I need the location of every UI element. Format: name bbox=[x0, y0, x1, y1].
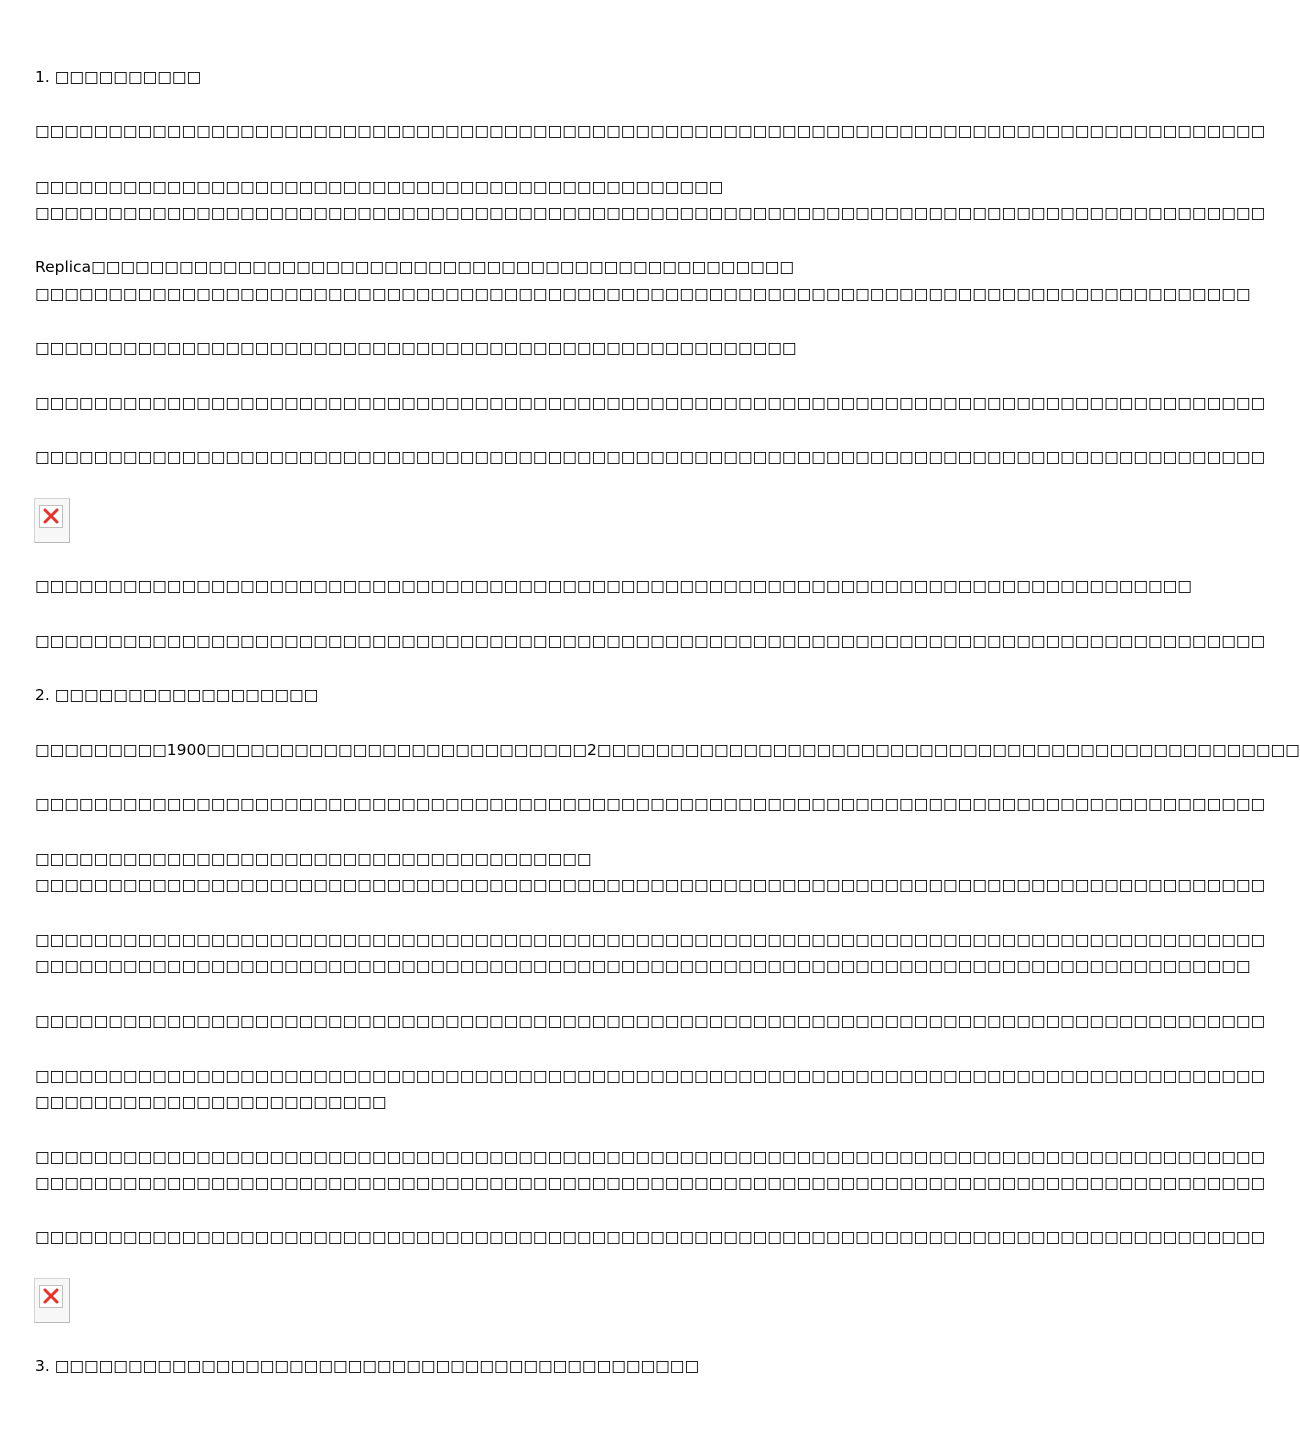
paragraph-line: □□□□□□□□□□□□□□□□□□□□□□□□□□□□□□□□□□□□□□□□□□□□□□□□□□□□□□□□□□□□□□□□□□□□□□□□□□□□□□□□□□□□ bbox=[35, 1012, 1266, 1030]
paragraph-line: □□□□□□□□□□□□□□□□□□□□□□□□□□□□□□□□□□□□□□□□□□□□□□□□□□□□□□□□□□□□□□□□□□□□□□□□□□□□□□□□□□□□ bbox=[35, 876, 1266, 894]
section-heading-1: 1. □□□□□□□□□□ bbox=[35, 68, 202, 86]
paragraph-line: □□□□□□□□□□□□□□□□□□□□□□□□□□□□□□□□□□□□□□□□□□□□□□□□□□□□□□□□□□□□□□□□□□□□□□□□□□□□□□□□□□□ bbox=[35, 285, 1251, 303]
broken-image-2 bbox=[34, 1278, 70, 1323]
paragraph-line: □□□□□□□□□□□□□□□□□□□□□□□□□□□□□□□□□□□□□□□□□□□□□□□□□□□□□□□□□□□□□□□□□□□□□□□□□□□□□□□□□□□□ bbox=[35, 1174, 1266, 1192]
broken-image-icon bbox=[39, 1285, 63, 1308]
paragraph-line: Replica□□□□□□□□□□□□□□□□□□□□□□□□□□□□□□□□□□□□□□□□□□□□□□□□ bbox=[35, 258, 795, 276]
section-heading-3: 3. □□□□□□□□□□□□□□□□□□□□□□□□□□□□□□□□□□□□□□□□□□□□ bbox=[35, 1357, 700, 1375]
paragraph-line: □□□□□□□□□□□□□□□□□□□□□□□□□□□□□□□□□□□□□□□□□□□□□□□□□□□□□□□□□□□□□□□□□□□□□□□□□□□□□□□□□□□□ bbox=[35, 394, 1266, 412]
paragraph-line: □□□□□□□□□□□□□□□□□□□□□□□□□□□□□□□□□□□□□□ bbox=[35, 850, 592, 868]
paragraph-line: □□□□□□□□□□□□□□□□□□□□□□□□□□□□□□□□□□□□□□□□□□□□□□□□□□□□□□□□□□□□□□□□□□□□□□□□□□□□□□□□□□□□ bbox=[35, 122, 1266, 140]
paragraph-line: □□□□□□□□□□□□□□□□□□□□□□□□□□□□□□□□□□□□□□□□□□□□□□□□□□□□□□□□□□□□□□□□□□□□□□□□□□□□□□□□□□□□ bbox=[35, 795, 1266, 813]
paragraph-line: □□□□□□□□□□□□□□□□□□□□□□□□□□□□□□□□□□□□□□□□□□□□□□□□□□□□ bbox=[35, 339, 797, 357]
paragraph-line: □□□□□□□□□□□□□□□□□□□□□□□□□□□□□□□□□□□□□□□□□□□□□□□□□□□□□□□□□□□□□□□□□□□□□□□□□□□□□□□□□□□□ bbox=[35, 204, 1266, 222]
paragraph-line: □□□□□□□□□1900□□□□□□□□□□□□□□□□□□□□□□□□□□2□□□□□□□□□□□□□□□□□□□□□□□□□□□□□□□□□□□□□□□□□□□□□□□□ bbox=[35, 741, 1300, 759]
paragraph-line: □□□□□□□□□□□□□□□□□□□□□□□□□□□□□□□□□□□□□□□□□□□□□□□□□□□□□□□□□□□□□□□□□□□□□□□□□□□□□□□□□□□□ bbox=[35, 1228, 1266, 1246]
paragraph-line: □□□□□□□□□□□□□□□□□□□□□□□□□□□□□□□□□□□□□□□□□□□□□□□ bbox=[35, 178, 724, 196]
paragraph-line: □□□□□□□□□□□□□□□□□□□□□□□□□□□□□□□□□□□□□□□□□□□□□□□□□□□□□□□□□□□□□□□□□□□□□□□□□□□□□□□□□□□□ bbox=[35, 448, 1266, 466]
paragraph-line: □□□□□□□□□□□□□□□□□□□□□□□□□□□□□□□□□□□□□□□□□□□□□□□□□□□□□□□□□□□□□□□□□□□□□□□□□□□□□□□□□□□□ bbox=[35, 1067, 1266, 1085]
paragraph-line: □□□□□□□□□□□□□□□□□□□□□□□□□□□□□□□□□□□□□□□□□□□□□□□□□□□□□□□□□□□□□□□□□□□□□□□□□□□□□□□□□□□□ bbox=[35, 931, 1266, 949]
paragraph-line: □□□□□□□□□□□□□□□□□□□□□□□□□□□□□□□□□□□□□□□□□□□□□□□□□□□□□□□□□□□□□□□□□□□□□□□□□□□□□□□□□□□□ bbox=[35, 1148, 1266, 1166]
paragraph-line: □□□□□□□□□□□□□□□□□□□□□□□□□□□□□□□□□□□□□□□□□□□□□□□□□□□□□□□□□□□□□□□□□□□□□□□□□□□□□□□□□□□ bbox=[35, 957, 1251, 975]
paragraph-line: □□□□□□□□□□□□□□□□□□□□□□□□□□□□□□□□□□□□□□□□□□□□□□□□□□□□□□□□□□□□□□□□□□□□□□□□□□□□□□□□□□□□ bbox=[35, 632, 1266, 650]
section-heading-2: 2. □□□□□□□□□□□□□□□□□□ bbox=[35, 686, 319, 704]
broken-image-icon bbox=[39, 505, 63, 528]
broken-image-1 bbox=[34, 498, 70, 543]
paragraph-line: □□□□□□□□□□□□□□□□□□□□□□□□ bbox=[35, 1093, 387, 1111]
paragraph-line: □□□□□□□□□□□□□□□□□□□□□□□□□□□□□□□□□□□□□□□□□□□□□□□□□□□□□□□□□□□□□□□□□□□□□□□□□□□□□□□ bbox=[35, 577, 1192, 595]
